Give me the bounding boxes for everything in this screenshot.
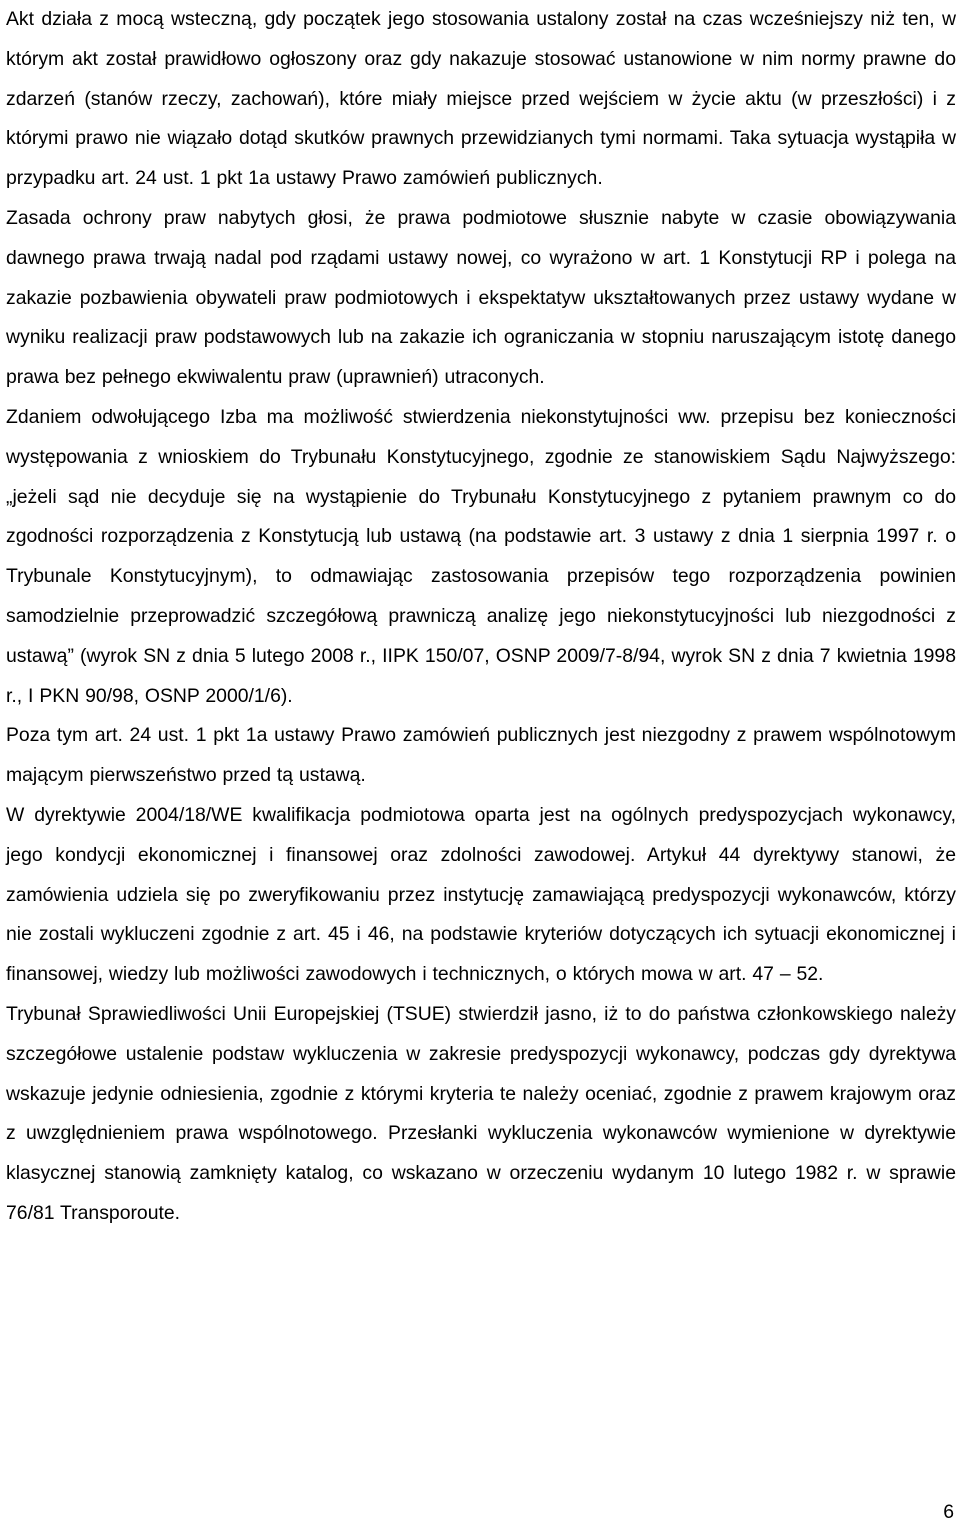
document-body <box>6 0 956 1234</box>
paragraph-retroactivity: Akt działa z mocą wsteczną, gdy początek jego stosowania ustalony został na czas wcześniejszy niż ten, w którym akt został prawidłowo ogłoszony oraz gdy nakazuje stosować ustanowione w nim normy prawne do zdarzeń (stanów rzeczy, zachowań), które miały miejsce przed wejściem w życie aktu (w przeszłości) i z którymi prawo nie wiązało dotąd skutków prawnych przewidzianych tymi normami. Taka sytuacja wystąpiła w przypadku art. 24 ust. 1 pkt 1a ustawy Prawo zamówień publicznych. <box>6 8 956 190</box>
paragraph-eu-law-conflict: Poza tym art. 24 ust. 1 pkt 1a ustawy Prawo zamówień publicznych jest niezgodny z prawem wspólnotowym mającym pierwszeństwo przed tą ustawą. <box>6 724 956 787</box>
paragraph-unconstitutionality: Zdaniem odwołującego Izba ma możliwość stwierdzenia niekonstytujności ww. przepisu bez konieczności występowania z wnioskiem do Trybunału Konstytucyjnego, zgodnie ze stanowiskiem Sądu Najwyższego: „jeżeli sąd nie decyduje się na wystąpienie do Trybunału Konstytucyjnego z pytaniem prawnym co do zgodności rozporządzenia z Konstytucją lub ustawą (na podstawie art. 3 ustawy z dnia 1 sierpnia 1997 r. o Trybunale Konstytucyjnym), to odmawiając zastosowania przepisów tego rozporządzenia powinien samodzielnie przeprowadzić szczegółową prawniczą analizę jego niekonstytucyjności lub niezgodności z ustawą” (wyrok SN z dnia 5 lutego 2008 r., IIPK 150/07, OSNP 2009/7-8/94, wyrok SN z dnia 7 kwietnia 1998 r., I PKN 90/98, OSNP 2000/1/6). <box>6 405 956 707</box>
paragraph-cjeu-ruling: Trybunał Sprawiedliwości Unii Europejskiej (TSUE) stwierdził jasno, iż to do państwa członkowskiego należy szczegółowe ustalenie podstaw wykluczenia w zakresie predyspozycji wykonawcy, podczas gdy dyrektywa wskazuje jedynie odniesienia, zgodnie z którymi kryteria te należy oceniać, zgodnie z prawem krajowym oraz z uwzględnieniem prawa wspólnotowego. Przesłanki wykluczenia wykonawców wymienione w dyrektywie klasycznej stanowią zamknięty katalog, co wskazano w orzeczeniu wydanym 10 lutego 1982 r. w sprawie 76/81 Transporoute. <box>6 1002 956 1224</box>
page-number: 6 <box>943 1501 954 1523</box>
paragraph-acquired-rights: Zasada ochrony praw nabytych głosi, że prawa podmiotowe słusznie nabyte w czasie obowiązywania dawnego prawa trwają nadal pod rządami ustawy nowej, co wyrażono w art. 1 Konstytucji RP i polega na zakazie pozbawienia obywateli praw podmiotowych i ekspektatyw ukształtowanych przez ustawy wydane w wyniku realizacji praw podstawowych lub na zakazie ich ograniczania w stopniu naruszającym istotę danego prawa bez pełnego ekwiwalentu praw (uprawnień) utraconych. <box>6 206 956 389</box>
paragraph-directive-qualification: W dyrektywie 2004/18/WE kwalifikacja podmiotowa oparta jest na ogólnych predyspozycjach wykonawcy, jego kondycji ekonomicznej i finansowej oraz zdolności zawodowej. Artykuł 44 dyrektywy stanowi, że zamówienia udziela się po zweryfikowaniu przez instytucję zamawiającą predyspozycji wykonawców, którzy nie zostali wykluczeni zgodnie z art. 45 i 46, na podstawie kryteriów dotyczących ich sytuacji ekonomicznej i finansowej, wiedzy lub możliwości zawodowych i technicznych, o których mowa w art. 47 – 52. <box>6 803 956 986</box>
